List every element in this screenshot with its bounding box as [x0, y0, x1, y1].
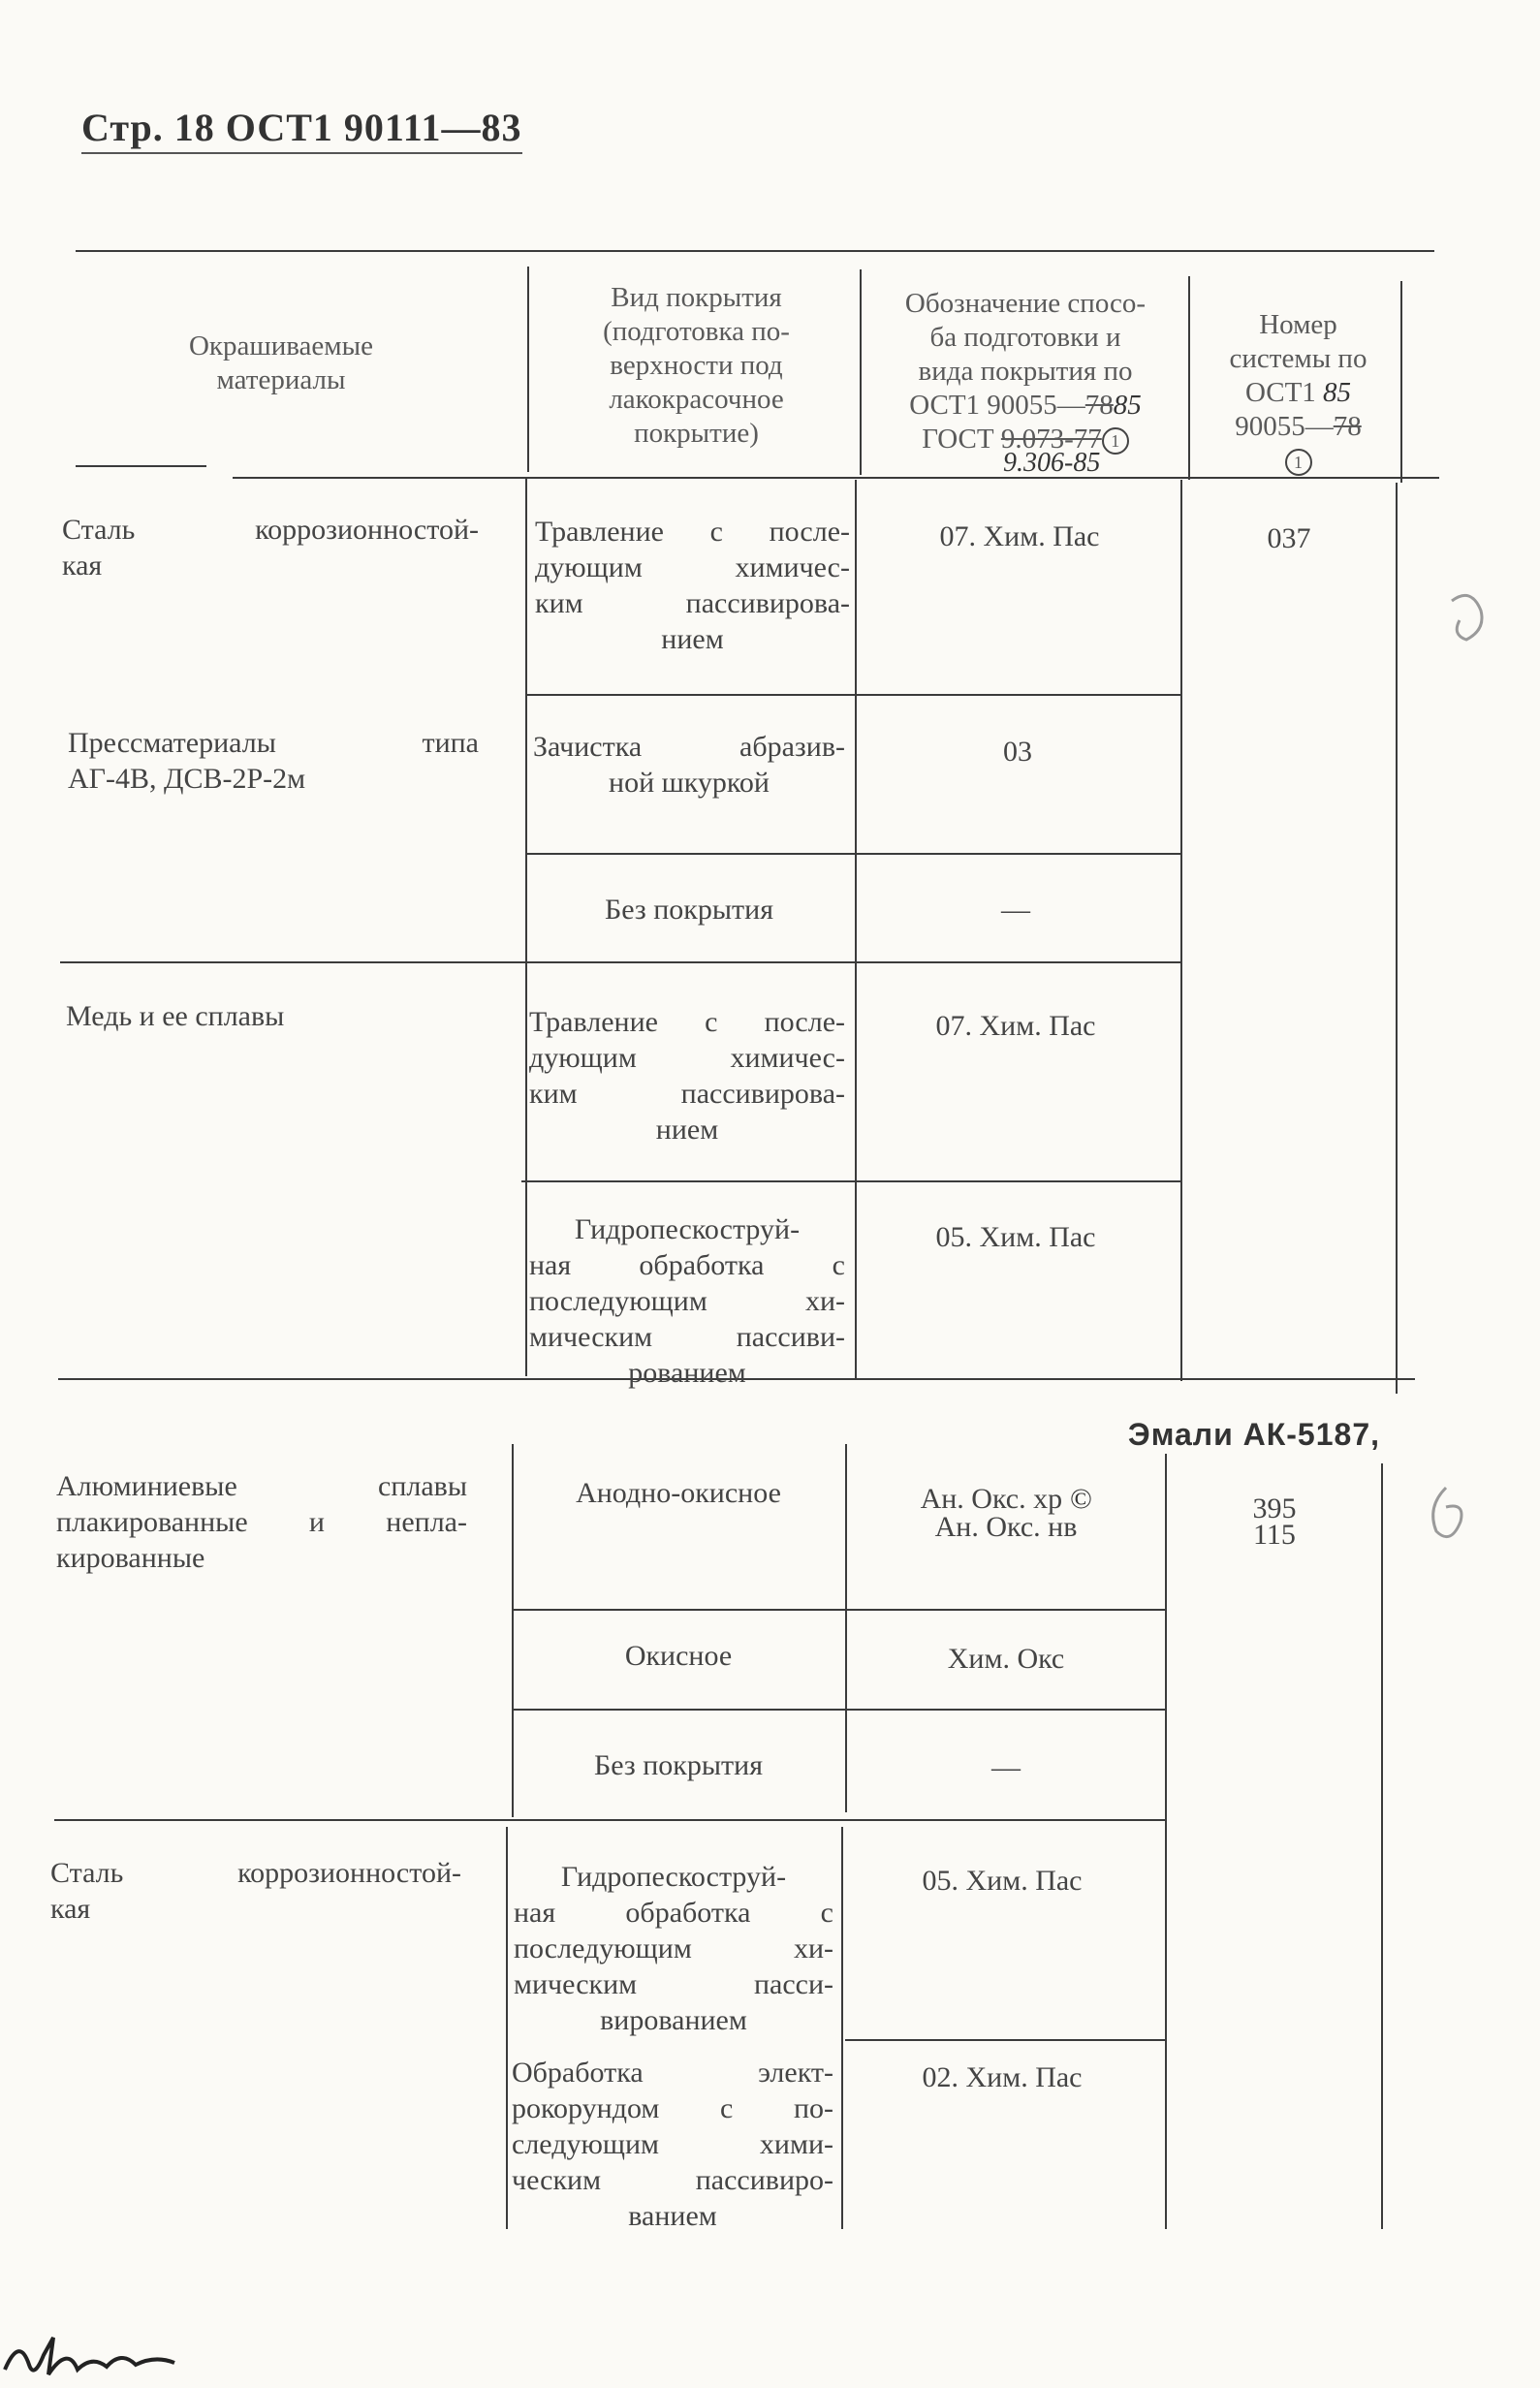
g2-row-rule — [512, 1609, 1165, 1611]
designation-new-ost: 85 — [1113, 390, 1142, 421]
g2-row-rule — [512, 1709, 1165, 1711]
g1-row5-coating: Гидропескоструй- ная обработка с последующим хи- мическим пассиви- рованием — [529, 1213, 845, 1389]
section-title-enamel: Эмали АК-5187, — [1127, 1417, 1380, 1452]
g1-row5-designation: 05. Хим. Пас — [935, 1221, 1096, 1253]
g1-row3-coating: Без покрытия — [604, 894, 773, 926]
g2-divider-4 — [1381, 1463, 1383, 2229]
page-title: Стр. 18 ОСТ1 90111—83 — [81, 105, 522, 154]
g2-row1-coating: Анодно-окисное — [576, 1477, 781, 1509]
g2-row4-designation: 05. Хим. Пас — [922, 1865, 1083, 1897]
header-system: Номер системы по ОСТ1 85 90055—78 1 — [1194, 308, 1402, 478]
margin-pencil-mark — [1417, 1478, 1475, 1555]
header-divider-3 — [1188, 276, 1190, 480]
header-divider-2 — [860, 269, 862, 475]
header-material: Окрашиваемые материалы — [188, 330, 373, 395]
g2-row-rule — [845, 2039, 1165, 2041]
g1-row4-designation: 07. Хим. Пас — [935, 1010, 1096, 1042]
g2-divider-1b — [506, 1827, 508, 2229]
g2-divider-2b — [841, 1827, 843, 2229]
g1-row1-material: Сталь коррозионностой- — [62, 514, 479, 546]
g2-row1-material: Алюминиевые сплавы плакированные и непла- кированные — [56, 1470, 467, 1574]
designation-new-gost: 9.306-85 — [1003, 448, 1101, 478]
header-bottom-rule-left — [76, 465, 206, 467]
g1-divider-3 — [1180, 480, 1182, 1381]
g1-divider-1 — [525, 477, 527, 1376]
signature-image — [0, 2326, 184, 2384]
g1-row4-material: Медь и ее сплавы — [66, 1000, 285, 1032]
g2-divider-3 — [1165, 1454, 1167, 2229]
g1-group-rule — [60, 961, 1180, 963]
g2-row1-designation: Ан. Окс. хр © Ан. Окс. нв — [920, 1483, 1092, 1543]
g1-row4-coating: Травление с после- дующим химичес- ким пассивирова- нием — [529, 1006, 845, 1146]
correction-circle-mark: 1 — [1102, 427, 1129, 455]
correction-circle-mark: 1 — [1285, 449, 1312, 476]
g1-row2-material: Прессматериалы типа АГ-4В, ДСВ-2Р-2м — [68, 727, 479, 795]
g2-row4-material: Сталь коррозионностой- кая — [50, 1857, 461, 1925]
g1-row3-designation: — — [1001, 894, 1030, 926]
g1-row-rule — [521, 1180, 1180, 1182]
correction-circle-icon: © — [1069, 1483, 1092, 1515]
g2-divider-1 — [512, 1444, 514, 1817]
g2-row5-designation: 02. Хим. Пас — [922, 2061, 1083, 2093]
g2-group-rule — [54, 1819, 1165, 1821]
g1-row1-designation: 07. Хим. Пас — [939, 520, 1100, 552]
g2-row2-coating: Окисное — [624, 1640, 733, 1672]
g1-row2-designation: 03 — [1003, 736, 1032, 768]
g2-divider-2 — [845, 1444, 847, 1812]
g2-row1-system: 395 115 — [1252, 1492, 1297, 1551]
g2-row3-designation: — — [991, 1751, 1021, 1783]
g1-divider-4 — [1396, 483, 1398, 1394]
g2-row4-coating: Гидропескоструй- ная обработка с последующим хи- мическим пасси- вированием — [514, 1861, 833, 2036]
g1-row1-system: 037 — [1267, 522, 1311, 554]
g2-row2-designation: Хим. Окс — [947, 1643, 1065, 1675]
designation-old-gost: 9.073-77 — [1000, 424, 1102, 455]
margin-pencil-mark — [1442, 581, 1500, 659]
g2-row5-coating: Обработка элект- рокорундом с по- следующим хими- ческим пассивиро- ванием — [512, 2057, 833, 2232]
header-coating: Вид покрытия (подготовка по- верхности под лакокрасочное покрытие) — [603, 282, 790, 449]
header-designation: Обозначение спосо- ба подготовки и вида покрытия по ОСТ1 90055—7885 ГОСТ 9.073-77 1 — [904, 288, 1147, 455]
header-divider-1 — [527, 267, 529, 472]
g1-row2-coating: Зачистка абразив- ной шкуркой — [533, 731, 845, 799]
g1-row-rule — [525, 694, 1180, 696]
g1-row-rule — [525, 853, 1180, 855]
g1-row1-material-cont: кая — [62, 550, 103, 581]
designation-old-ost: 78 — [1084, 390, 1114, 421]
g2-row3-coating: Без покрытия — [593, 1749, 763, 1781]
g1-divider-2 — [855, 480, 857, 1379]
g1-row1-coating: Травление с после- дующим химичес- ким пассивирова- нием — [535, 516, 850, 655]
table-top-rule — [76, 250, 1434, 252]
